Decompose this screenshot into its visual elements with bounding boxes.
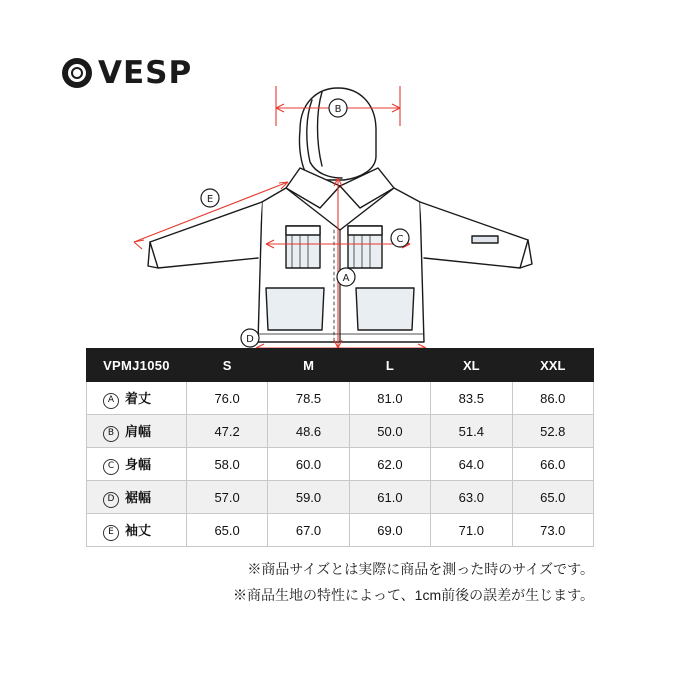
cell-b-s: 47.2 xyxy=(186,415,267,448)
svg-text:B: B xyxy=(334,104,342,115)
table-row xyxy=(87,415,594,448)
cell-e-l: 69.0 xyxy=(349,514,430,547)
size-table xyxy=(86,348,594,547)
cell-c-m: 60.0 xyxy=(268,448,349,481)
cell-d-s: 57.0 xyxy=(186,481,267,514)
cell-d-l: 61.0 xyxy=(349,481,430,514)
cell-a-xl: 83.5 xyxy=(431,382,512,415)
table-header-row xyxy=(87,349,594,382)
size-header-s: S xyxy=(186,349,267,382)
marker-b-icon: B xyxy=(103,426,119,442)
cell-b-xl: 51.4 xyxy=(431,415,512,448)
row-label-e xyxy=(87,514,187,547)
cell-a-xxl: 86.0 xyxy=(512,382,593,415)
marker-d-icon: D xyxy=(103,492,119,508)
cell-e-m: 67.0 xyxy=(268,514,349,547)
notes-block xyxy=(0,556,680,608)
cell-e-xxl: 73.0 xyxy=(512,514,593,547)
size-header-xxl: XXL xyxy=(512,349,593,382)
table-row xyxy=(87,514,594,547)
cell-d-xl: 63.0 xyxy=(431,481,512,514)
size-header-l: L xyxy=(349,349,430,382)
row-label-text: 裾幅 xyxy=(125,489,152,505)
row-label-c xyxy=(87,448,187,481)
row-label-text: 袖丈 xyxy=(125,522,152,538)
row-label-b xyxy=(87,415,187,448)
cell-e-s: 65.0 xyxy=(186,514,267,547)
row-label-text: 肩幅 xyxy=(125,423,152,439)
cell-c-xxl: 66.0 xyxy=(512,448,593,481)
cell-a-s: 76.0 xyxy=(186,382,267,415)
cell-a-l: 81.0 xyxy=(349,382,430,415)
cell-e-xl: 71.0 xyxy=(431,514,512,547)
marker-c-icon: C xyxy=(103,459,119,475)
cell-d-m: 59.0 xyxy=(268,481,349,514)
note-line-2: ※商品生地の特性によって、1cm前後の誤差が生じます。 xyxy=(232,587,594,603)
svg-text:A: A xyxy=(342,273,350,284)
size-header-m: M xyxy=(268,349,349,382)
table-row xyxy=(87,382,594,415)
cell-b-l: 50.0 xyxy=(349,415,430,448)
model-code: VPMJ1050 xyxy=(87,349,187,382)
size-header-xl: XL xyxy=(431,349,512,382)
svg-text:D: D xyxy=(246,334,254,345)
marker-a-icon: A xyxy=(103,393,119,409)
marker-e-icon: E xyxy=(103,525,119,541)
svg-text:E: E xyxy=(206,194,214,205)
row-label-text: 身幅 xyxy=(125,456,152,472)
cell-b-m: 48.6 xyxy=(268,415,349,448)
table-row xyxy=(87,481,594,514)
cell-c-s: 58.0 xyxy=(186,448,267,481)
cell-d-xxl: 65.0 xyxy=(512,481,593,514)
cell-c-xl: 64.0 xyxy=(431,448,512,481)
brand-name: VESP xyxy=(98,55,193,91)
svg-text:C: C xyxy=(396,234,404,245)
note-line-1: ※商品サイズとは実際に商品を測った時のサイズです。 xyxy=(247,561,594,577)
cell-b-xxl: 52.8 xyxy=(512,415,593,448)
jacket-measurement-diagram xyxy=(0,30,680,350)
cell-c-l: 62.0 xyxy=(349,448,430,481)
cell-a-m: 78.5 xyxy=(268,382,349,415)
row-label-text: 着丈 xyxy=(125,390,152,406)
row-label-a xyxy=(87,382,187,415)
row-label-d xyxy=(87,481,187,514)
table-row xyxy=(87,448,594,481)
